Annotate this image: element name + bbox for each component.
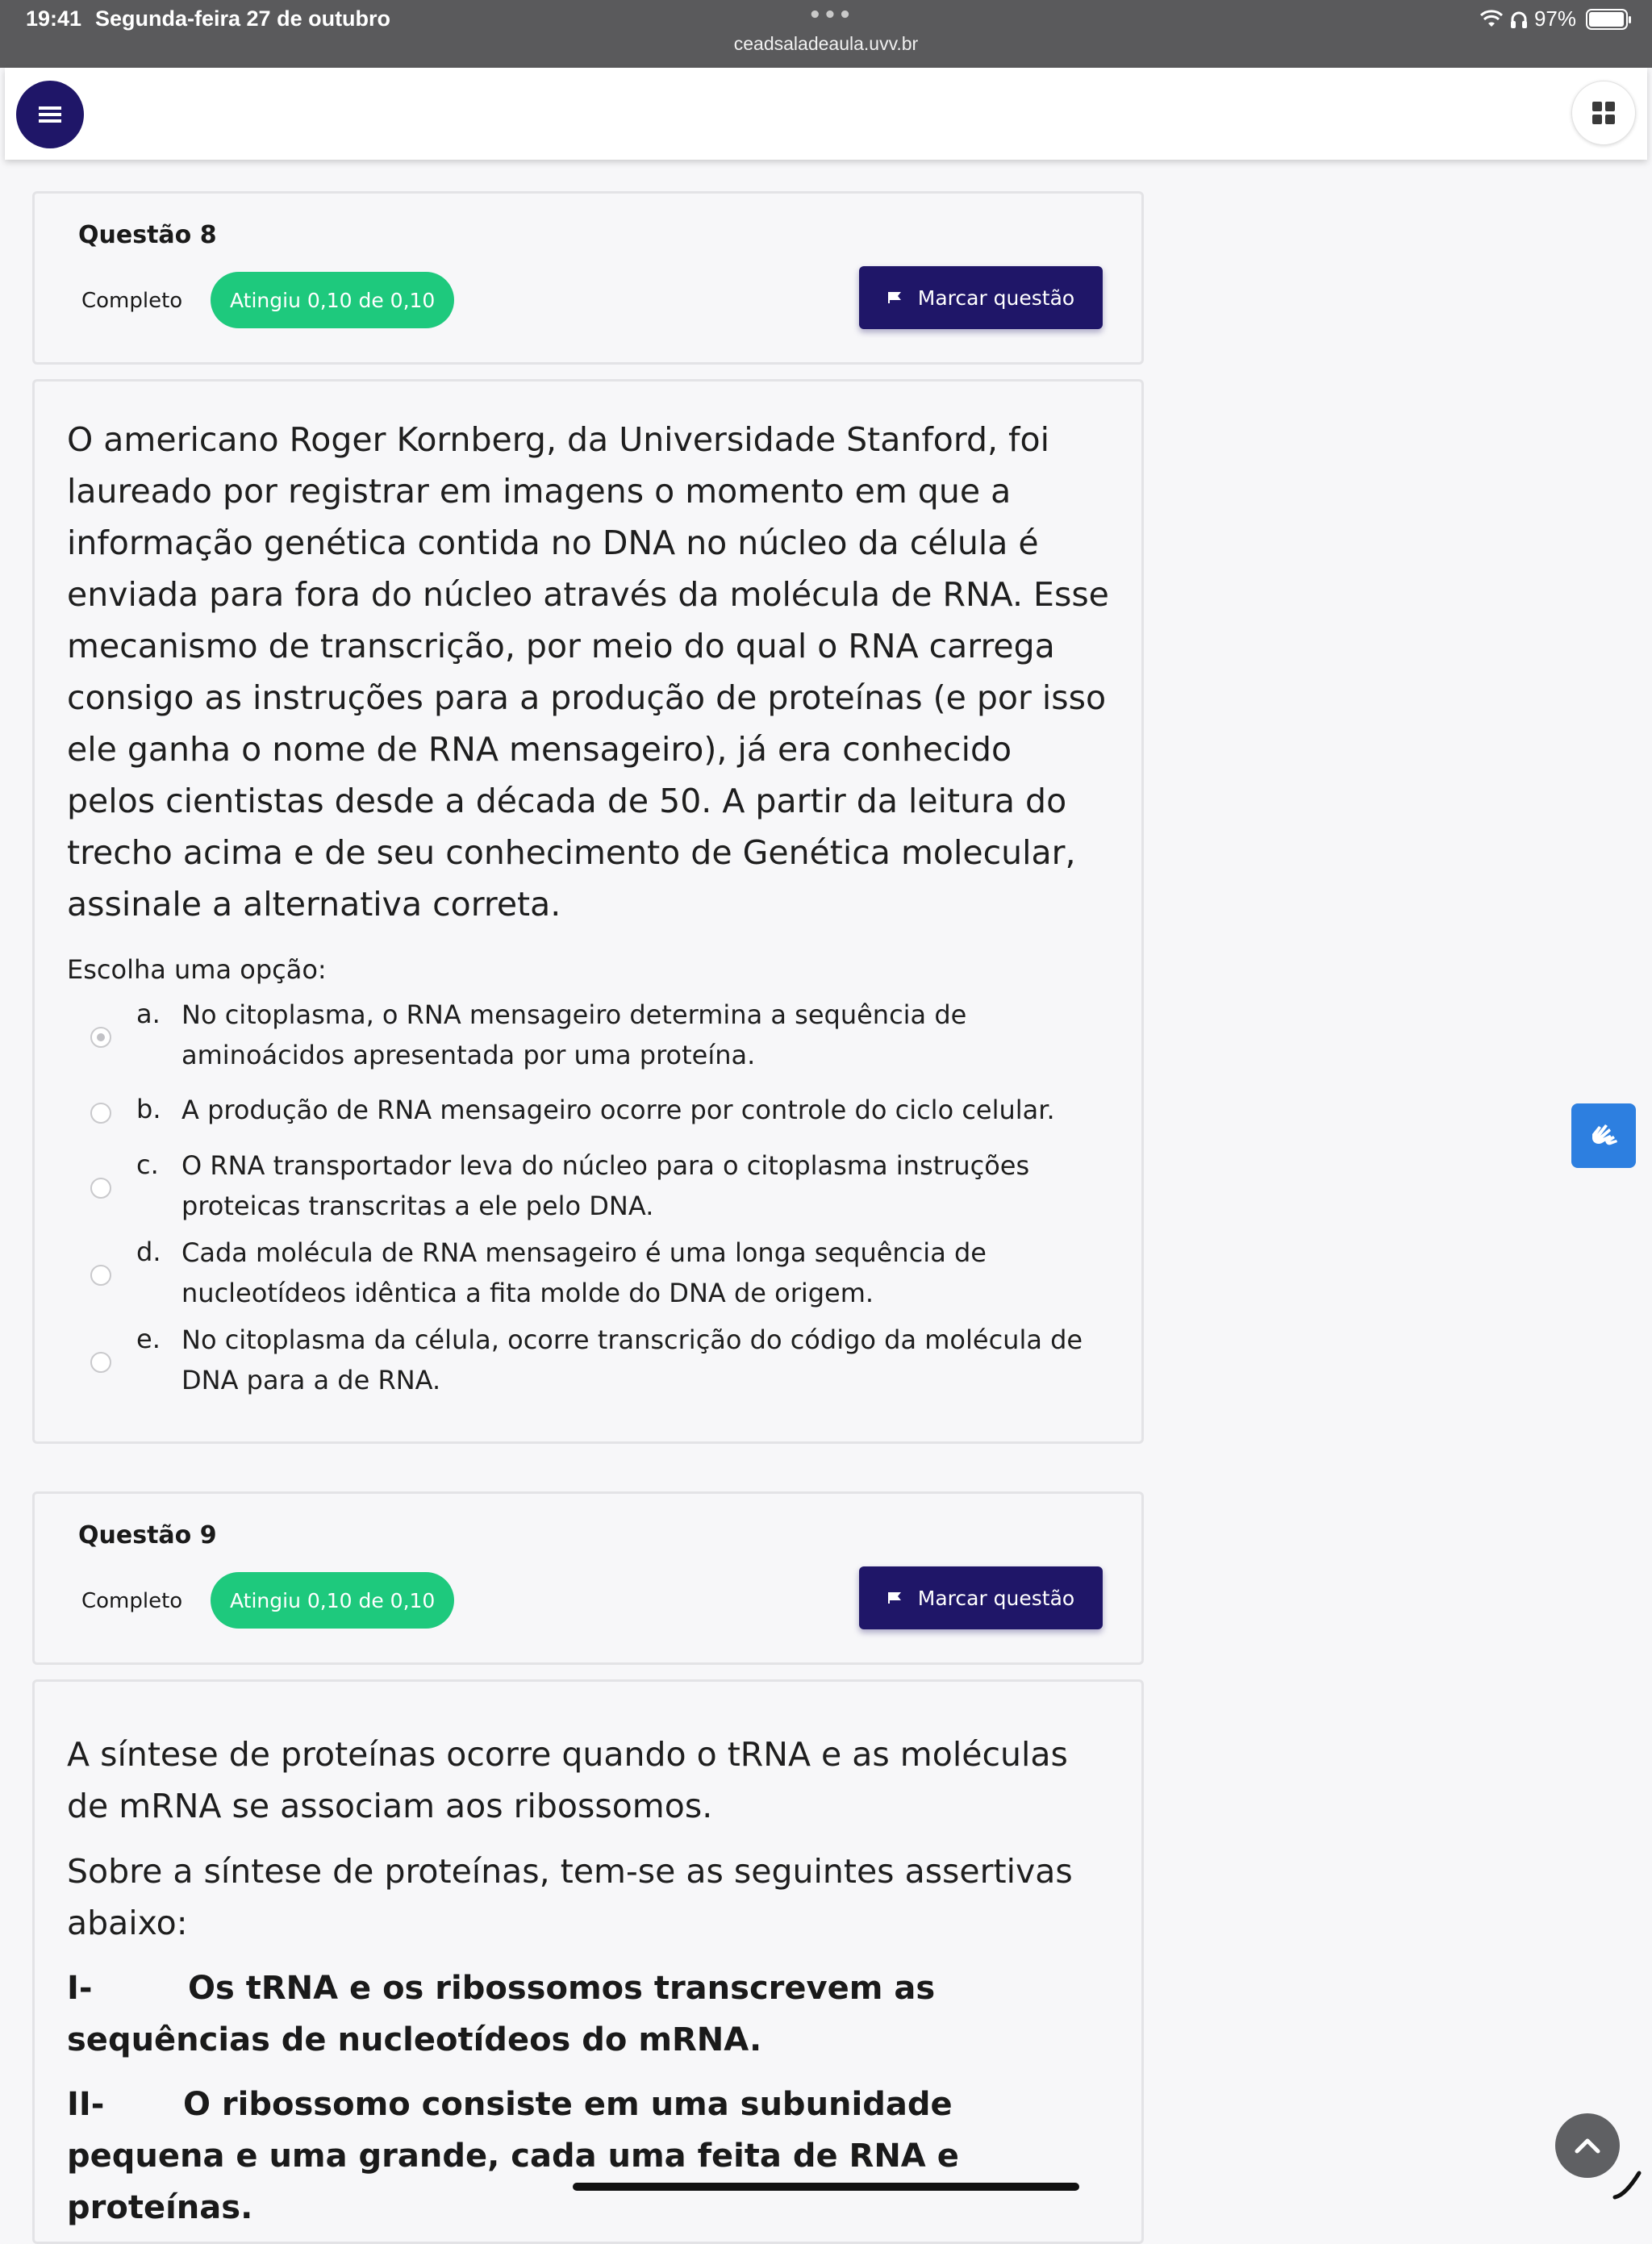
accessibility-button[interactable] <box>1571 1103 1636 1168</box>
question-paragraph: Sobre a síntese de proteínas, tem-se as seguintes assertivas abaixo: <box>67 1852 1073 1942</box>
question-title: Questão 8 <box>78 221 217 249</box>
assertion-number: II- <box>67 2086 105 2123</box>
option-text: No citoplasma da célula, ocorre transcrição do código da molécula de DNA para a de RNA. <box>181 1324 1083 1395</box>
option-letter: b. <box>136 1094 161 1124</box>
question-title: Questão 9 <box>78 1521 217 1550</box>
grade-badge: Atingiu 0,10 de 0,10 <box>211 272 454 328</box>
battery-icon <box>1586 9 1628 30</box>
question-paragraph: A síntese de proteínas ocorre quando o tRNA e as moléculas de mRNA se associam aos ribossomos. <box>67 1735 1068 1825</box>
flag-question-button[interactable] <box>859 266 1103 329</box>
question-state: Completo <box>81 1589 183 1613</box>
option-radio[interactable] <box>90 1265 111 1286</box>
option-text: O RNA transportador leva do núcleo para o citoplasma instruções proteicas transcritas a ele pelo DNA. <box>181 1150 1030 1221</box>
option-letter: d. <box>136 1237 161 1267</box>
question-info-card <box>32 191 1144 365</box>
assertion-number: I- <box>67 1970 93 2007</box>
status-bar <box>0 0 1652 68</box>
system-indicators <box>1479 6 1628 31</box>
back-to-top-button[interactable] <box>1555 2113 1620 2178</box>
option-radio[interactable] <box>90 1027 111 1048</box>
option-text: No citoplasma, o RNA mensageiro determina a sequência de aminoácidos apresentada por uma proteína. <box>181 999 967 1070</box>
flag-question-label: Marcar questão <box>917 1586 1075 1610</box>
more-dots-icon[interactable]: ••• <box>808 3 853 27</box>
assertion <box>67 1962 1116 2066</box>
app-header <box>5 68 1647 160</box>
date: Segunda-feira 27 de outubro <box>95 6 391 31</box>
flag-icon <box>887 291 902 304</box>
headphones-icon <box>1510 10 1528 29</box>
grid-icon <box>1592 102 1615 124</box>
flag-icon <box>887 1591 902 1604</box>
question-content-card <box>32 1679 1144 2244</box>
option-text: Cada molécula de RNA mensageiro é uma longa sequência de nucleotídeos idêntica a fita molde do DNA de origem. <box>181 1237 987 1308</box>
option-radio[interactable] <box>90 1178 111 1199</box>
option-radio[interactable] <box>90 1103 111 1124</box>
flag-question-label: Marcar questão <box>917 286 1075 310</box>
flag-question-button[interactable] <box>859 1566 1103 1629</box>
question-info-card <box>32 1491 1144 1665</box>
wifi-icon <box>1479 10 1504 29</box>
battery-percent: 97% <box>1533 6 1576 31</box>
clock: 19:41 <box>26 6 82 31</box>
grid-view-button[interactable] <box>1571 81 1636 145</box>
address-bar[interactable]: ceadsaladeaula.uvv.br <box>733 33 919 54</box>
choice-prompt: Escolha uma opção: <box>67 954 327 985</box>
option-letter: c. <box>136 1149 159 1180</box>
assertion-text: O ribossomo consiste em uma subunidade pequena e uma grande, cada uma feita de RNA e proteínas. <box>67 2086 959 2226</box>
assertion <box>67 2079 1116 2234</box>
sign-language-icon <box>1584 1116 1623 1155</box>
question-content-card <box>32 379 1144 1444</box>
menu-button[interactable] <box>16 81 84 148</box>
question-text: O americano Roger Kornberg, da Universidade Stanford, foi laureado por registrar em imagens o momento em que a informação genética contida no DNA no núcleo da célula é enviada para fora do núcleo através da molécula de RNA. Esse mecanismo de transcrição, por meio do qual o RNA carrega consigo as instruções para a produção de proteínas (e por isso ele ganha o nome de RNA mensageiro), já era conhecido pelos cientistas desde a década de 50. A partir da leitura do trecho acima e de seu conhecimento de Genética molecular, assinale a alternativa correta. <box>67 420 1109 924</box>
hamburger-icon <box>39 106 61 123</box>
option-radio[interactable] <box>90 1352 111 1373</box>
pencil-stroke-icon <box>1612 2168 1644 2200</box>
option-text: A produção de RNA mensageiro ocorre por controle do ciclo celular. <box>181 1095 1055 1125</box>
chevron-up-icon <box>1574 2137 1601 2154</box>
question-state: Completo <box>81 289 183 313</box>
option-letter: e. <box>136 1324 161 1354</box>
assertion-text: Os tRNA e os ribossomos transcrevem as sequências de nucleotídeos do mRNA. <box>67 1970 936 2058</box>
grade-badge: Atingiu 0,10 de 0,10 <box>211 1572 454 1629</box>
option-letter: a. <box>136 999 161 1029</box>
home-indicator[interactable] <box>573 2183 1079 2191</box>
